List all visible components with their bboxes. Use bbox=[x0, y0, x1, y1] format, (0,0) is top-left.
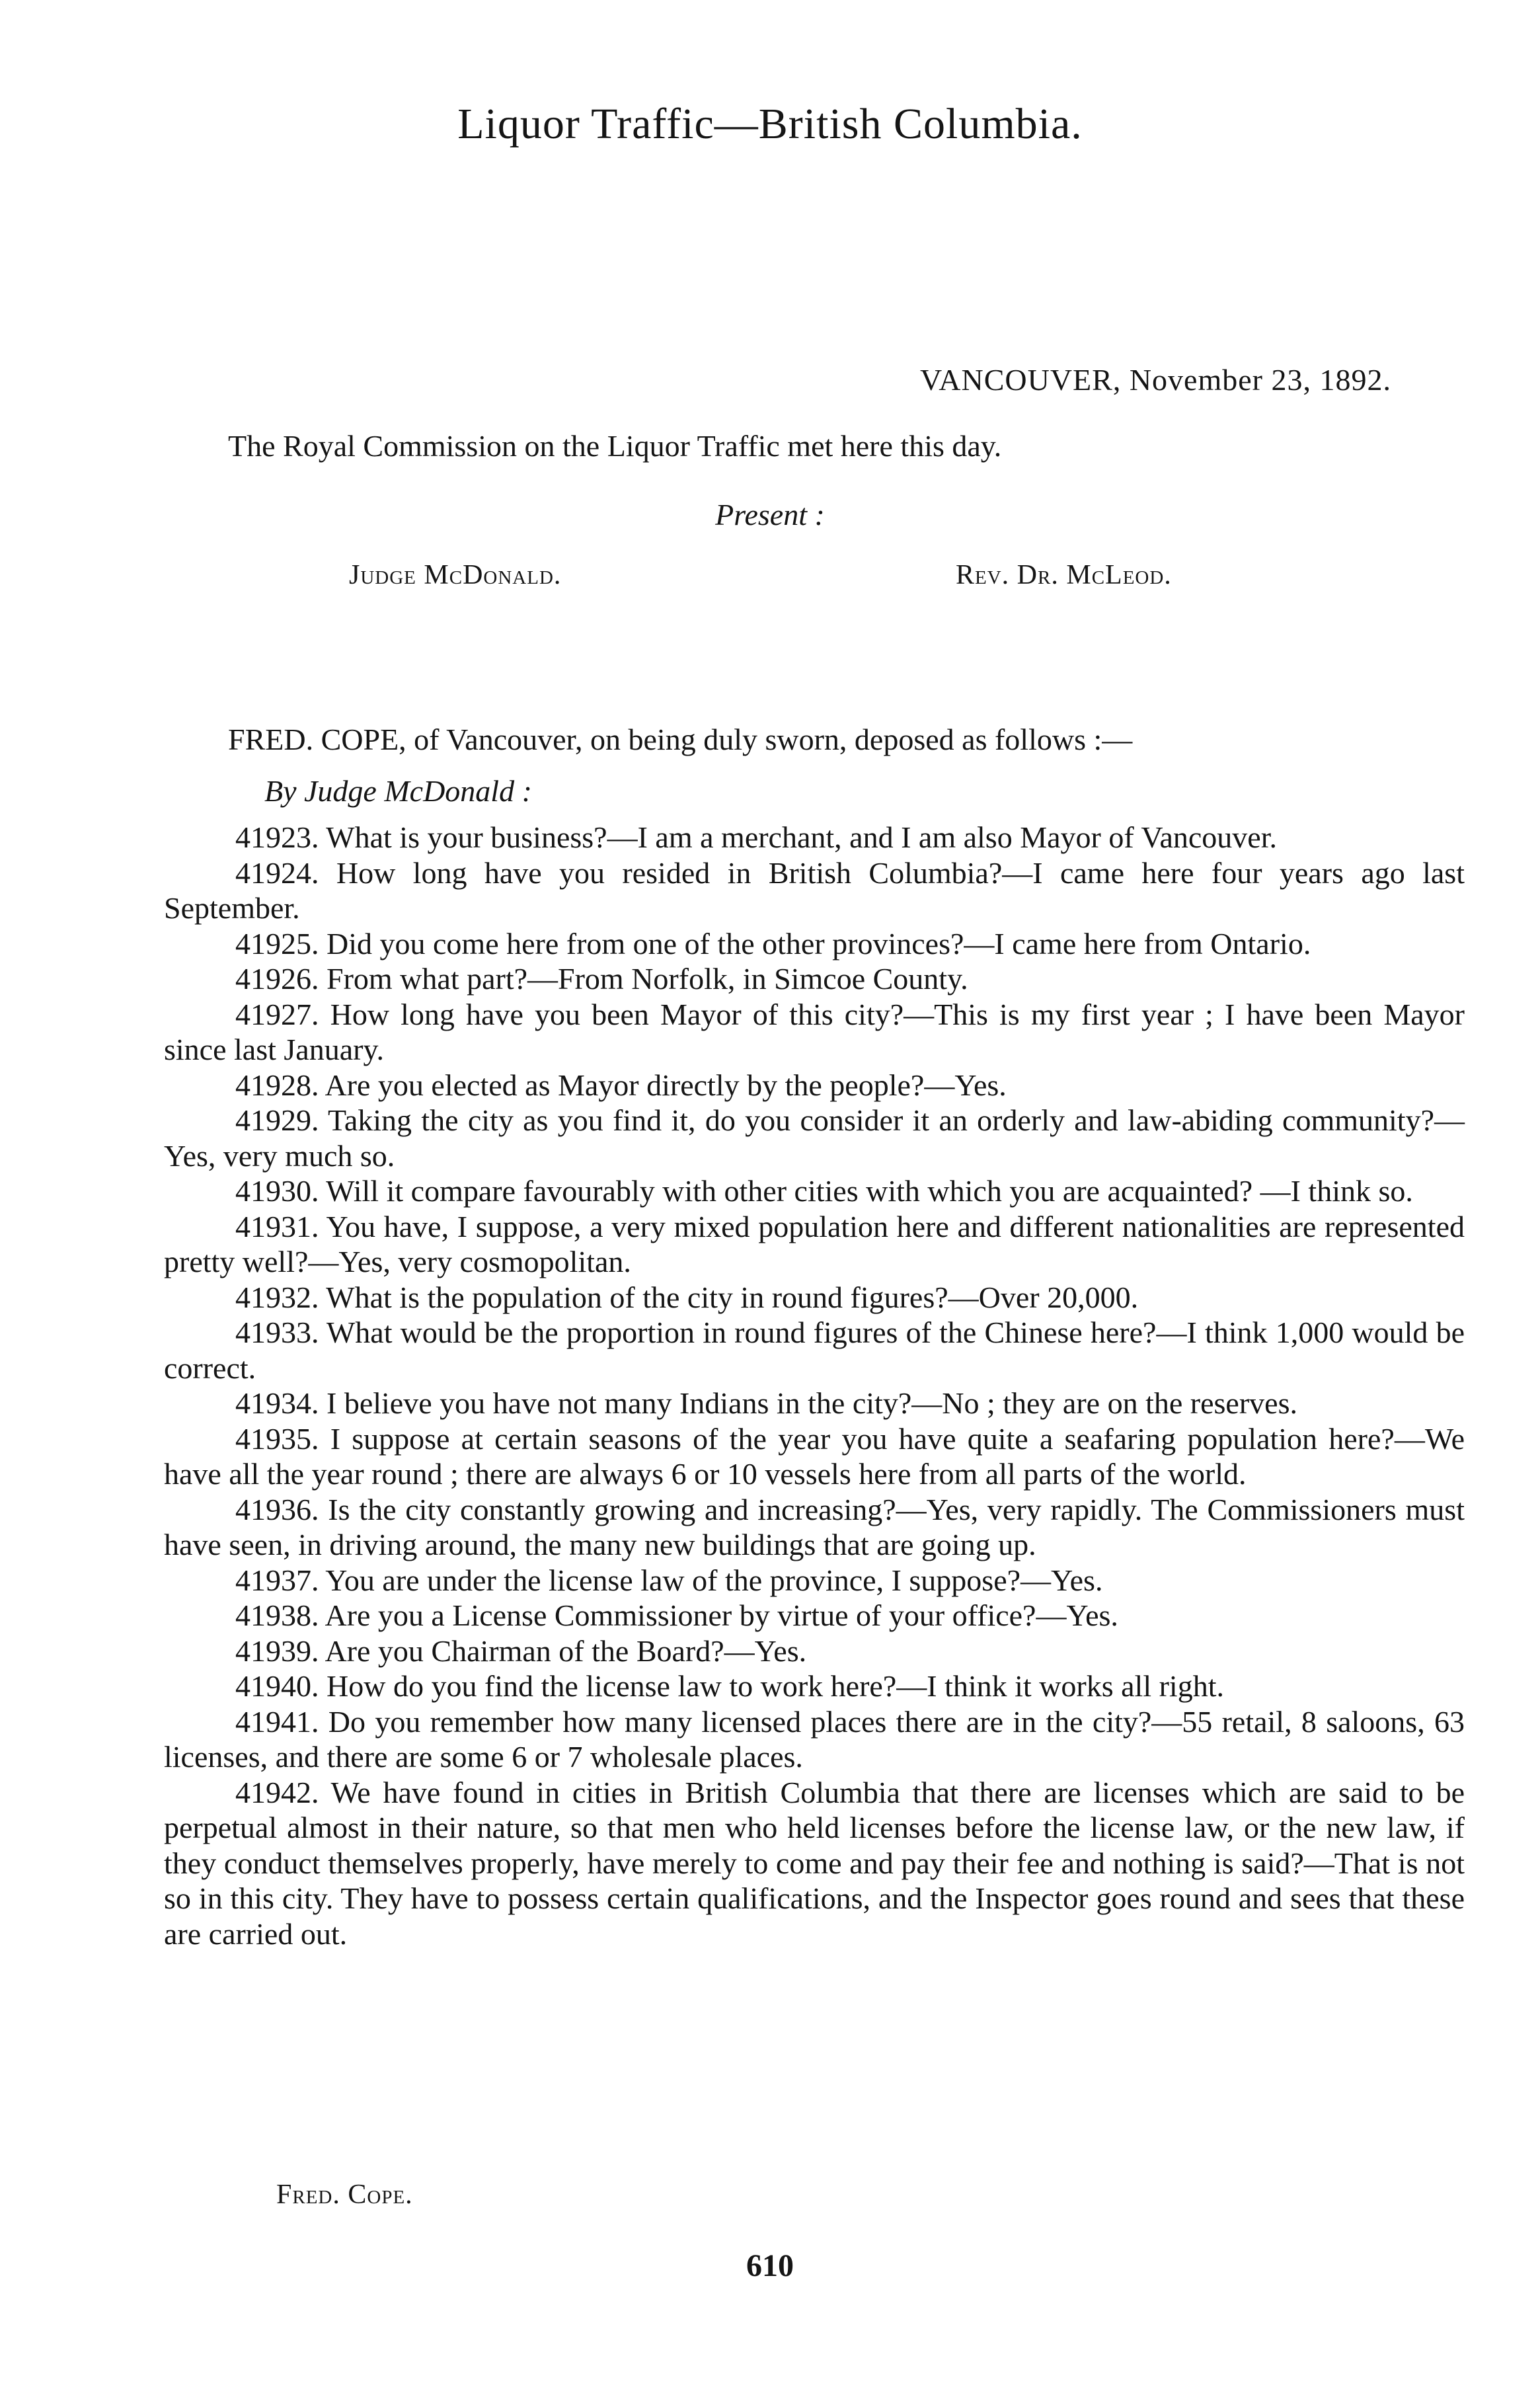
question-answer: 41937. You are under the license law of the province, I suppose?—Yes. bbox=[235, 1563, 1103, 1597]
commissioner-name: Judge McDonald. bbox=[349, 560, 562, 590]
question-answer: 41924. How long have you resided in British Columbia?—I came here four years ago last September. bbox=[164, 855, 1465, 925]
question-answer: 41938. Are you a License Commissioner by virtue of your office?—Yes. bbox=[235, 1598, 1118, 1632]
question-answer: 41931. You have, I suppose, a very mixed population here and different nationalities are represented pretty well?—Yes, very cosmopolitan. bbox=[164, 1209, 1465, 1278]
question-answer: 41926. From what part?—From Norfolk, in Simcoe County. bbox=[235, 962, 968, 996]
question-answer: 41939. Are you Chairman of the Board?—Yes. bbox=[235, 1633, 807, 1668]
witness-signature: Fred. Cope. bbox=[276, 2179, 413, 2210]
dateline: VANCOUVER, November 23, 1892. bbox=[919, 363, 1391, 397]
question-answer: 41942. We have found in cities in British Columbia that there are licenses which are said to be perpetual almost in their nature, so that men who held licenses before the license law, or the new law, if they conduct themselves properly, have merely to come and pay their fee and nothing is said?—That is not so in this city. They have to possess certain qualifications, and the Inspector goes round and sees that these are carried out. bbox=[164, 1775, 1465, 1951]
page-number: 610 bbox=[746, 2248, 794, 2283]
question-answer: 41932. What is the population of the city in round figures?—Over 20,000. bbox=[235, 1280, 1139, 1314]
present-label: Present : bbox=[715, 498, 825, 531]
question-answer: 41936. Is the city constantly growing and increasing?—Yes, very rapidly. The Commissioners must have seen, in driving around, the many new buildings that are going up. bbox=[164, 1492, 1465, 1561]
commissioner-name: Rev. Dr. McLeod. bbox=[956, 560, 1172, 590]
question-answer: 41941. Do you remember how many licensed places there are in the city?—55 retail, 8 saloons, 63 licenses, and there are some 6 or 7 wholesale places. bbox=[164, 1704, 1465, 1774]
question-answer: 41935. I suppose at certain seasons of the year you have quite a seafaring population here?—We have all the year round ; there are always 6 or 10 vessels here from all parts of the world. bbox=[164, 1421, 1465, 1491]
examiner-heading: By Judge McDonald : bbox=[264, 774, 532, 808]
session-intro: The Royal Commission on the Liquor Traffic met here this day. bbox=[228, 429, 1002, 463]
question-answer: 41940. How do you find the license law to work here?—I think it works all right. bbox=[235, 1669, 1224, 1703]
question-answer: 41927. How long have you been Mayor of this city?—This is my first year ; I have been Mayor since last January. bbox=[164, 997, 1465, 1066]
question-answer: 41929. Taking the city as you find it, do you consider it an orderly and law-abiding community?—Yes, very much so. bbox=[164, 1103, 1465, 1173]
witness-intro: FRED. COPE, of Vancouver, on being duly sworn, deposed as follows :— bbox=[228, 723, 1133, 756]
question-answer: 41934. I believe you have not many Indians in the city?—No ; they are on the reserves. bbox=[235, 1386, 1297, 1420]
question-answer: 41923. What is your business?—I am a merchant, and I am also Mayor of Vancouver. bbox=[235, 820, 1277, 854]
question-answer: 41925. Did you come here from one of the other provinces?—I came here from Ontario. bbox=[235, 926, 1311, 961]
running-title: Liquor Traffic—British Columbia. bbox=[457, 100, 1083, 148]
question-answer: 41928. Are you elected as Mayor directly by the people?—Yes. bbox=[235, 1068, 1007, 1102]
testimony-body bbox=[164, 820, 1465, 1951]
question-answer: 41930. Will it compare favourably with other cities with which you are acquainted? —I think so. bbox=[235, 1174, 1413, 1208]
question-answer: 41933. What would be the proportion in round figures of the Chinese here?—I think 1,000 would be correct. bbox=[164, 1315, 1465, 1385]
